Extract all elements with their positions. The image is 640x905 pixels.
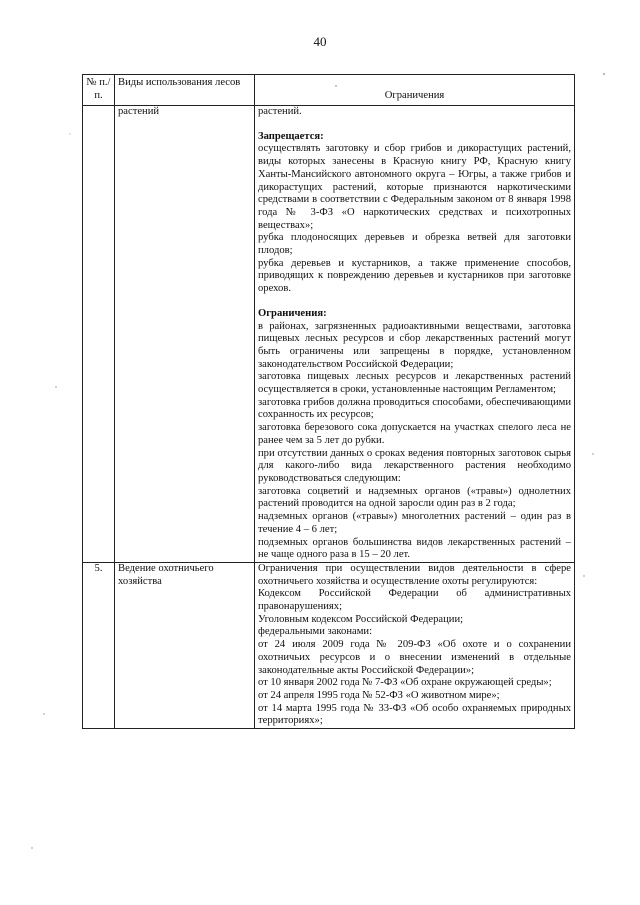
- restriction-paragraph: в районах, загрязненных радиоактивными веществами, заготовка пищевых лесных ресурсов и сбор лекарственных растений могут быть ограничены или запрещены в порядке, установленном законодательством Российской Федерации;: [258, 320, 571, 370]
- table-header-row: [83, 75, 575, 106]
- restriction-paragraph: Ограничения при осуществлении видов деятельности в сфере охотничьего хозяйства и осуществление охоты регулируются:: [258, 562, 571, 587]
- restriction-paragraph: от 14 марта 1995 года № 33-ФЗ «Об особо охраняемых природных территориях»;: [258, 702, 571, 727]
- header-restrictions: Ограничения: [255, 75, 575, 106]
- spacer: [258, 119, 571, 131]
- restriction-paragraph: заготовка березового сока допускается на участках спелого леса не ранее чем за 5 лет до рубки.: [258, 422, 571, 446]
- row-forest-use-kind: Ведение охотничьего хозяйства: [115, 562, 255, 728]
- restriction-paragraph: федеральными законами:: [258, 626, 373, 638]
- row-number: [83, 106, 115, 563]
- restriction-paragraph: растений.: [258, 106, 302, 117]
- restriction-heading: Запрещается:: [258, 130, 324, 142]
- row-number: 5.: [83, 562, 115, 728]
- restriction-paragraph: осуществлять заготовку и сбор грибов и дикорастущих растений, виды которых занесены в Красную книгу РФ, Красную книгу Ханты-Мансийского автономного округа – Югры, а также грибов и дикорастущих растений, которые признаются наркотическими средствами в соответствии с Федеральным законом от 8 января 1998 года № 3-ФЗ «О наркотических средствах и психотропных веществах»;: [258, 143, 571, 231]
- restriction-paragraph: надземных органов («травы») многолетних растений – один раз в течение 4 – 6 лет;: [258, 511, 571, 535]
- restriction-paragraph: при отсутствии данных о сроках ведения повторных заготовок сырья для какого-либо вида лекарственного растения необходимо руководствоваться следующим:: [258, 447, 571, 484]
- table-row: [83, 562, 575, 728]
- restriction-paragraph: от 24 июля 2009 года № 209-ФЗ «Об охоте и о сохранении охотничьих ресурсов и о внесении изменений в отдельные законодательные акты Российской Федерации»;: [258, 639, 571, 676]
- restriction-paragraph: от 24 апреля 1995 года № 52-ФЗ «О животном мире»;: [258, 689, 500, 701]
- restriction-paragraph: Кодексом Российской Федерации об административных правонарушениях;: [258, 588, 571, 613]
- restriction-paragraph: Уголовным кодексом Российской Федерации;: [258, 613, 464, 625]
- page-number: 40: [313, 34, 327, 49]
- restriction-paragraph: заготовка грибов должна проводиться способами, обеспечивающими сохранность их ресурсов;: [258, 396, 571, 421]
- restriction-paragraph: рубка плодоносящих деревьев и обрезка ветвей для заготовки плодов;: [258, 232, 571, 257]
- row-restrictions: [255, 562, 575, 728]
- header-number: № п./п.: [83, 75, 115, 106]
- restriction-paragraph: заготовка соцветий и надземных органов («травы») однолетних растений проводится на одной заросли один раз в 2 года;: [258, 485, 571, 510]
- row-restrictions: [255, 106, 575, 563]
- restriction-paragraph: от 10 января 2002 года № 7-ФЗ «Об охране окружающей среды»;: [258, 677, 552, 689]
- row-forest-use-kind: растений: [115, 106, 255, 563]
- table-row: [83, 106, 575, 563]
- restrictions-table: [82, 74, 575, 729]
- restriction-paragraph: заготовка пищевых лесных ресурсов и лекарственных растений осуществляется в сроки, установленные настоящим Регламентом;: [258, 371, 571, 396]
- restriction-heading: Ограничения:: [258, 307, 327, 319]
- header-forest-use-kind: Виды использования лесов: [115, 75, 255, 106]
- restriction-paragraph: рубка деревьев и кустарников, а также применение способов, приводящих к повреждению деревьев и кустарников при заготовке орехов.: [258, 257, 571, 295]
- restriction-paragraph: подземных органов большинства видов лекарственных растений – не чаще одного раза в 15 – 20 лет.: [258, 536, 571, 561]
- spacer: [258, 296, 571, 308]
